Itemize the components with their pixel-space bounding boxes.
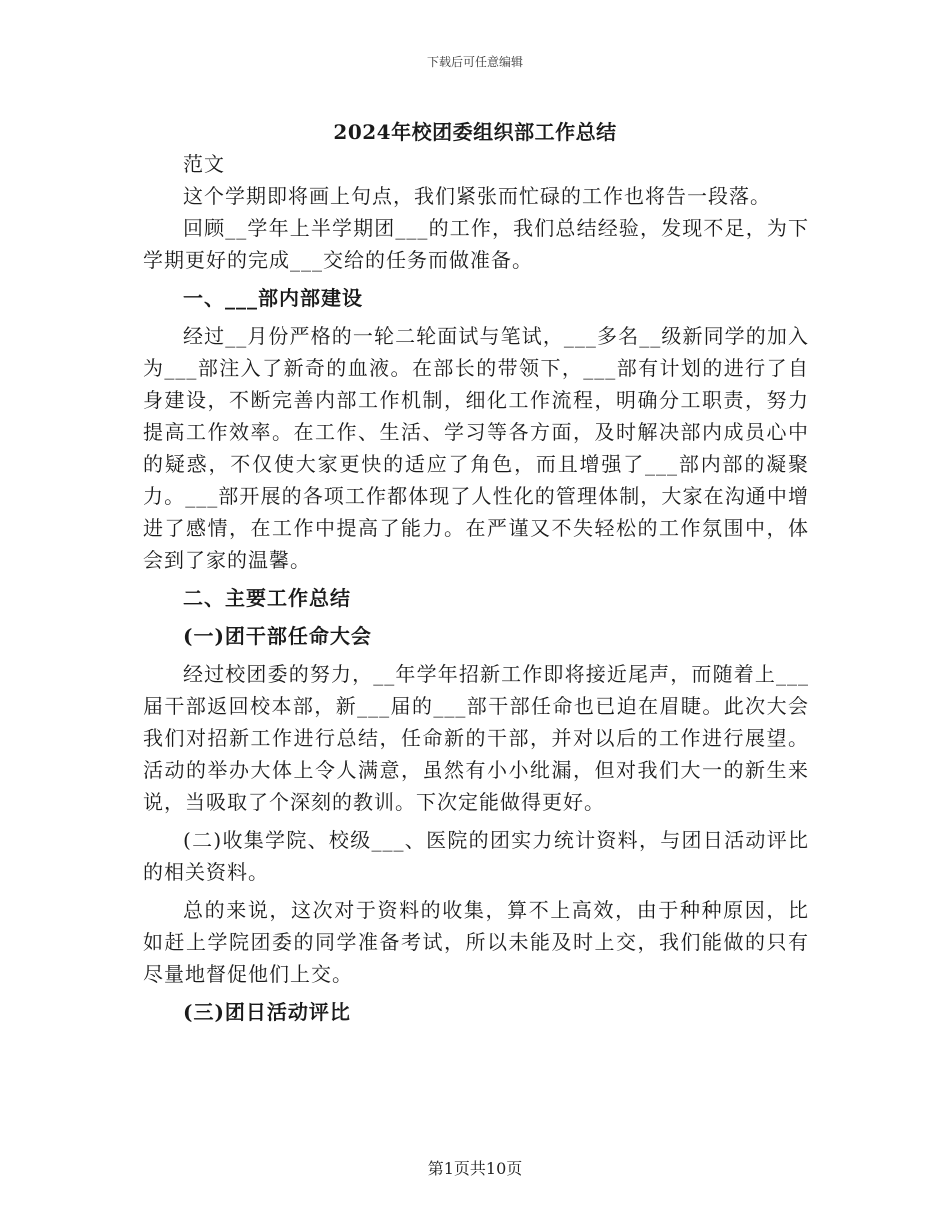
- paragraph-appointment-meeting: 经过校团委的努力，__年学年招新工作即将接近尾声，而随着上___届干部返回校本部，新___届的___部干部任命也已迫在眉睫。此次大会我们对招新工作进行总结，任命新的干部，并对以后的工作进行展望。活动的举办大体上令人满意，虽然有小小纰漏，但对我们大一的新生来说，当吸取了个深刻的教训。下次定能做得更好。: [143, 662, 809, 814]
- subsection-heading-3: (三)团日活动评比: [183, 1000, 351, 1024]
- paragraph-collect-materials: (二)收集学院、校级___、医院的团实力统计资料，与团日活动评比的相关资料。: [143, 828, 809, 884]
- section-heading-2: 二、主要工作总结: [183, 586, 351, 610]
- section-heading-1: 一、___部内部建设: [183, 286, 363, 310]
- paragraph-intro: 这个学期即将画上句点，我们紧张而忙碌的工作也将告一段落。: [183, 184, 771, 208]
- paragraph-internal-construction: 经过__月份严格的一轮二轮面试与笔试，___多名__级新同学的加入为___部注入了新奇的血液。在部长的带领下，___部有计划的进行了自身建设，不断完善内部工作机制，细化工作流程，明确分工职责，努力提高工作效率。在工作、生活、学习等各方面，及时解决部内成员心中的疑惑，不仅使大家更快的适应了角色，而且增强了___部内部的凝聚力。___部开展的各项工作都体现了人性化的管理体制，大家在沟通中增进了感情，在工作中提高了能力。在严谨又不失轻松的工作氛围中，体会到了家的温馨。: [143, 324, 809, 572]
- paragraph-fanwen: 范文: [183, 152, 225, 176]
- page-header: 下载后可任意编辑: [426, 55, 523, 69]
- subsection-heading-1: (一)团干部任命大会: [183, 624, 372, 648]
- paragraph-summary: 总的来说，这次对于资料的收集，算不上高效，由于种种原因，比如赶上学院团委的同学准备考试，所以未能及时上交，我们能做的只有尽量地督促他们上交。: [143, 898, 809, 986]
- page-footer: 第1页共10页: [427, 1159, 523, 1178]
- paragraph-review: 回顾__学年上半学期团___的工作，我们总结经验，发现不足，为下学期更好的完成___交给的任务而做准备。: [143, 216, 809, 272]
- document-title: 2024年校团委组织部工作总结: [333, 120, 617, 144]
- document-body: [143, 148, 809, 1028]
